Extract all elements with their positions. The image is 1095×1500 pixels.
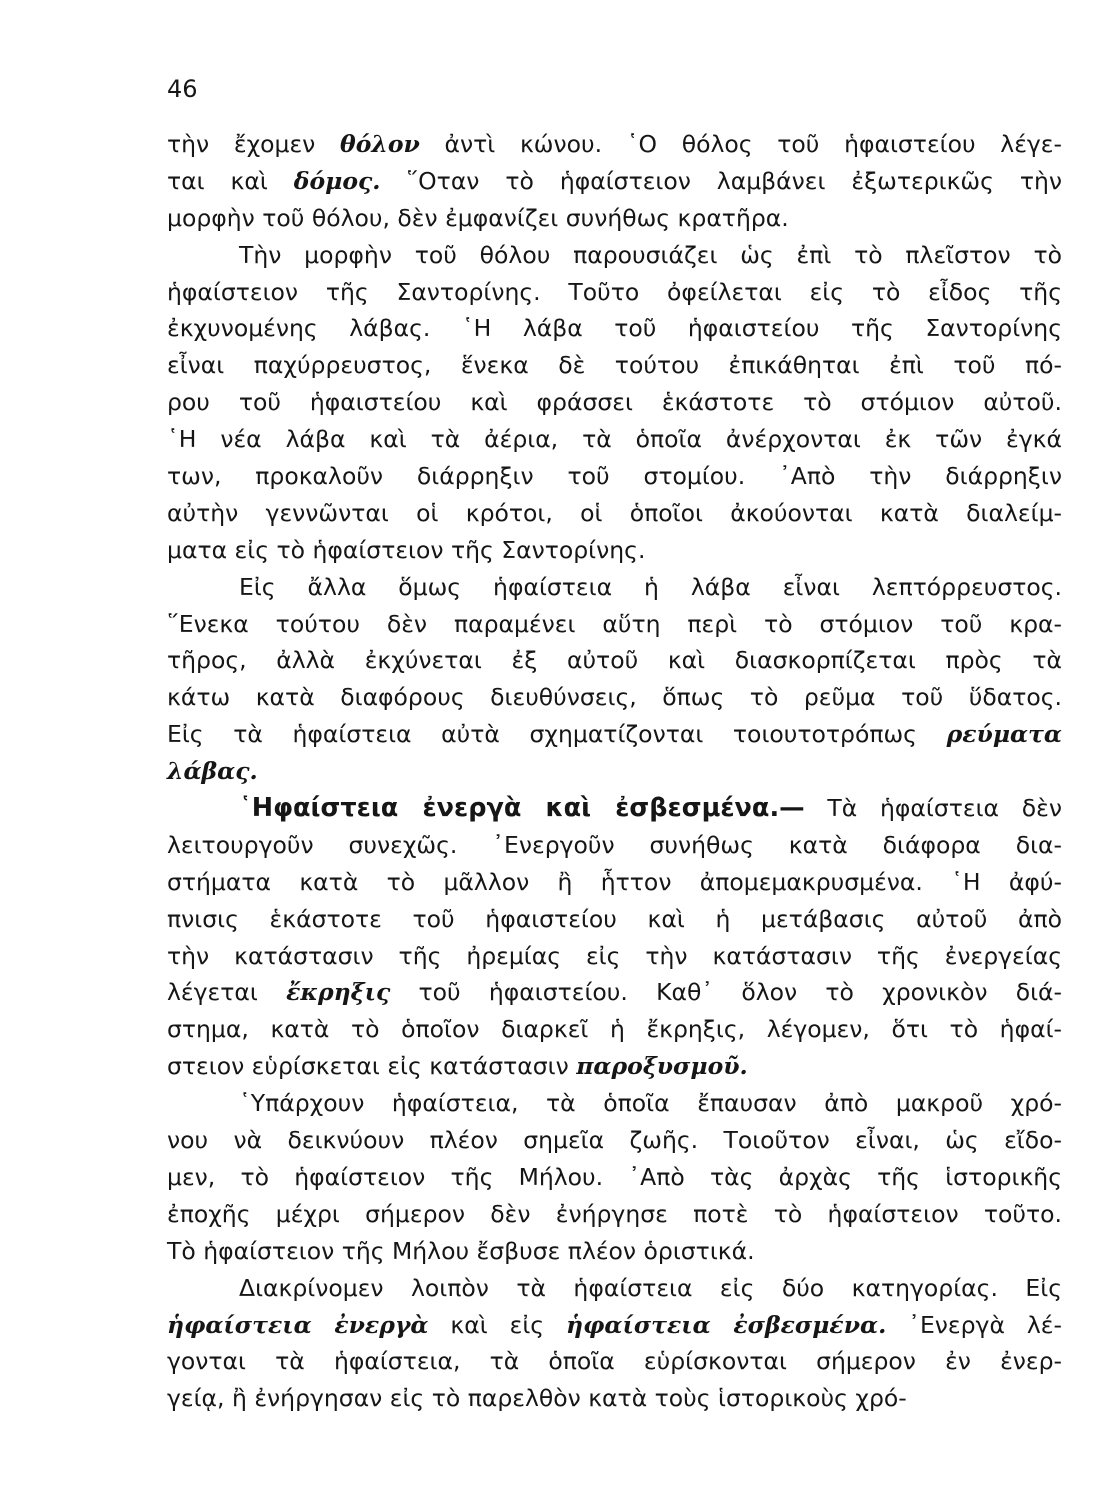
text-line: ἐκχυνομένης λάβας. ῾Η λάβα τοῦ ἡφαιστείου τῆς Σαντορίνης (167, 314, 1062, 343)
text-line: τῆρος, ἀλλὰ ἐκχύνεται ἐξ αὐτοῦ καὶ διασκορπίζεται πρὸς τὰ (167, 646, 1062, 675)
text-line: γείᾳ, ἢ ἐνήργησαν εἰς τὸ παρελθὸν κατὰ τοὺς ἱστορικοὺς χρό- (167, 1384, 907, 1413)
paragraph (167, 790, 1062, 1085)
text-line: ῞Ενεκα τούτου δὲν παραμένει αὕτη περὶ τὸ στόμιον τοῦ κρα- (167, 609, 1062, 638)
text-line: νου νὰ δεικνύουν πλέον σημεῖα ζωῆς. Τοιοῦτον εἶναι, ὡς εἴδο- (167, 1126, 1062, 1155)
paragraph (167, 569, 1062, 790)
emphasized-term: ἡφαίστεια ἐσβεσμένα. (566, 1310, 887, 1339)
emphasized-term: δόμος. (293, 166, 381, 195)
text-line: ῾Ηφαίστεια ἐνεργὰ καὶ ἐσβεσμένα.— Τὰ ἡφαίστεια δὲν (239, 793, 1062, 824)
text-line: Εἰς ἄλλα ὅμως ἡφαίστεια ἡ λάβα εἶναι λεπτόρρευστος. (239, 572, 1062, 601)
text-line: στειον εὑρίσκεται εἰς κατάστασιν παροξυσμοῦ. (167, 1052, 748, 1081)
section-heading: ῾Ηφαίστεια ἐνεργὰ καὶ ἐσβεσμένα.— (239, 793, 805, 824)
text-line: πνισις ἑκάστοτε τοῦ ἡφαιστείου καὶ ἡ μετάβασις αὐτοῦ ἀπὸ (167, 904, 1062, 933)
text-line: Διακρίνομεν λοιπὸν τὰ ἡφαίστεια εἰς δύο κατηγορίας. Εἰς (239, 1273, 1062, 1302)
text-line: γονται τὰ ἡφαίστεια, τὰ ὁποῖα εὑρίσκονται σήμερον ἐν ἐνερ- (167, 1347, 1062, 1376)
paragraph (167, 1085, 1062, 1269)
emphasized-term: ἡφαίστεια ἐνεργὰ (167, 1310, 429, 1339)
text-line: λειτουργοῦν συνεχῶς. ᾿Ενεργοῦν συνήθως κατὰ διάφορα δια- (167, 830, 1062, 859)
text-line: Τὸ ἡφαίστειον τῆς Μήλου ἔσβυσε πλέον ὁριστικά. (167, 1236, 755, 1265)
text-line: των, προκαλοῦν διάρρηξιν τοῦ στομίου. ᾿Απὸ τὴν διάρρηξιν (167, 462, 1062, 491)
paragraph (167, 126, 1062, 237)
emphasized-term: ἔκρηξις (286, 978, 391, 1007)
text-line: στημα, κατὰ τὸ ὁποῖον διαρκεῖ ἡ ἔκρηξις, λέγομεν, ὅτι τὸ ἡφαί- (167, 1015, 1062, 1044)
text-line: ται καὶ δόμος. ῞Οταν τὸ ἡφαίστειον λαμβάνει ἐξωτερικῶς τὴν (167, 166, 1062, 195)
text-line: λέγεται ἔκρηξις τοῦ ἡφαιστείου. Καθ᾿ ὅλον τὸ χρονικὸν διά- (167, 978, 1063, 1007)
text-line: μορφὴν τοῦ θόλου, δὲν ἐμφανίζει συνήθως κρατῆρα. (167, 203, 789, 232)
emphasized-term: παροξυσμοῦ. (576, 1052, 748, 1081)
body-text (167, 126, 1062, 1417)
text-line: μεν, τὸ ἡφαίστειον τῆς Μήλου. ᾿Απὸ τὰς ἀρχὰς τῆς ἱστορικῆς (167, 1162, 1062, 1191)
text-line: ρου τοῦ ἡφαιστείου καὶ φράσσει ἑκάστοτε τὸ στόμιον αὐτοῦ. (167, 388, 1062, 417)
text-line: ἡφαίστειον τῆς Σαντορίνης. Τοῦτο ὀφείλεται εἰς τὸ εἶδος τῆς (167, 277, 1062, 306)
emphasized-term: λάβας. (167, 757, 258, 786)
text-line: Εἰς τὰ ἡφαίστεια αὐτὰ σχηματίζονται τοιουτοτρόπως ρεύματα (167, 720, 1062, 749)
emphasized-term: ρεύματα (946, 720, 1062, 749)
text-line: τὴν ἔχομεν θόλον ἀντὶ κώνου. ῾Ο θόλος τοῦ ἡφαιστείου λέγε- (167, 130, 1062, 158)
text-line: στήματα κατὰ τὸ μᾶλλον ἢ ἧττον ἀπομεμακρυσμένα. ῾Η ἀφύ- (167, 867, 1062, 896)
paragraph (167, 1270, 1062, 1418)
text-line: ῾Η νέα λάβα καὶ τὰ ἀέρια, τὰ ὁποῖα ἀνέρχονται ἐκ τῶν ἐγκά (167, 425, 1062, 454)
text-line: τὴν κατάστασιν τῆς ἠρεμίας εἰς τὴν κατάστασιν τῆς ἐνεργείας (167, 941, 1062, 970)
text-line: ἐποχῆς μέχρι σήμερον δὲν ἐνήργησε ποτὲ τὸ ἡφαίστειον τοῦτο. (167, 1199, 1062, 1228)
text-line: εἶναι παχύρρευστος, ἕνεκα δὲ τούτου ἐπικάθηται ἐπὶ τοῦ πό- (167, 351, 1062, 380)
page-number: 46 (167, 75, 198, 103)
emphasized-term: θόλον (340, 130, 420, 158)
text-line: αὐτὴν γεννῶνται οἱ κρότοι, οἱ ὁποῖοι ἀκούονται κατὰ διαλείμ- (167, 498, 1062, 527)
paragraph (167, 237, 1062, 569)
text-line (167, 753, 1062, 790)
text-line: Τὴν μορφὴν τοῦ θόλου παρουσιάζει ὡς ἐπὶ τὸ πλεῖστον τὸ (239, 240, 1062, 269)
text-line: ἡφαίστεια ἐνεργὰ καὶ εἰς ἡφαίστεια ἐσβεσμένα. ᾿Ενεργὰ λέ- (167, 1310, 1062, 1339)
text-line: ματα εἰς τὸ ἡφαίστειον τῆς Σαντορίνης. (167, 535, 646, 564)
text-line: κάτω κατὰ διαφόρους διευθύνσεις, ὅπως τὸ ρεῦμα τοῦ ὕδατος. (167, 683, 1062, 712)
text-line: ῾Υπάρχουν ἡφαίστεια, τὰ ὁποῖα ἔπαυσαν ἀπὸ μακροῦ χρό- (239, 1089, 1062, 1118)
